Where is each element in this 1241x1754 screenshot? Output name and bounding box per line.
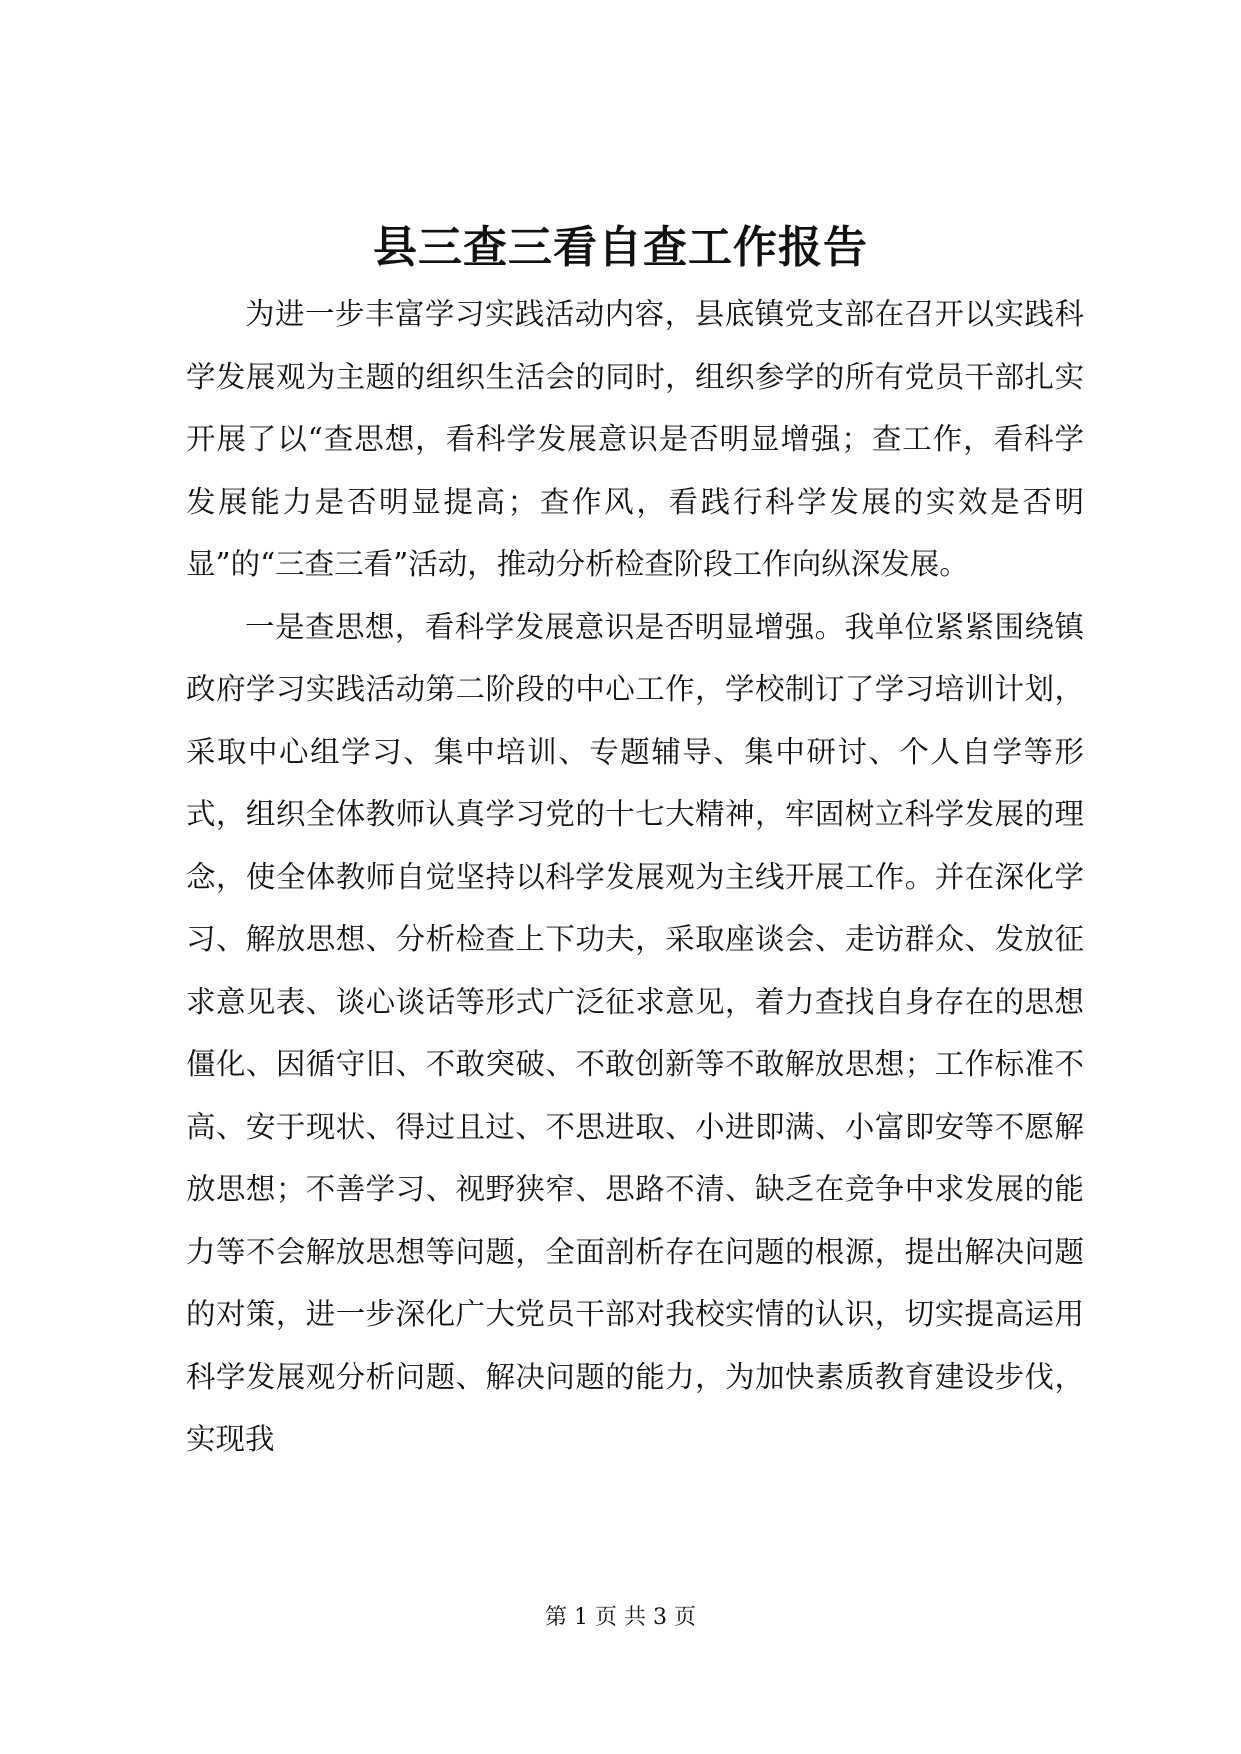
- page-footer: 第 1 页 共 3 页: [545, 1605, 696, 1630]
- paragraph-section-one: 一是查思想，看科学发展意识是否明显增强。我单位紧紧围绕镇政府学习实践活动第二阶段的中心工作，学校制订了学习培训计划，采取中心组学习、集中培训、专题辅导、集中研讨、个人自学等形式，组织全体教师认真学习党的十七大精神，牢固树立科学发展的理念，使全体教师自觉坚持以科学发展观为主线开展工作。并在深化学习、解放思想、分析检查上下功夫，采取座谈会、走访群众、发放征求意见表、谈心谈话等形式广泛征求意见，着力查找自身存在的思想僵化、因循守旧、不敢突破、不敢创新等不敢解放思想；工作标准不高、安于现状、得过且过、不思进取、小进即满、小富即安等不愿解放思想；不善学习、视野狭窄、思路不清、缺乏在竞争中求发展的能力等不会解放思想等问题，全面剖析存在问题的根源，提出解决问题的对策，进一步深化广大党员干部对我校实情的认识，切实提高运用科学发展观分析问题、解决问题的能力，为加快素质教育建设步伐，实现我: [186, 609, 1084, 1456]
- document-title: 县三查三看自查工作报告: [373, 222, 868, 273]
- document-body: [186, 283, 1084, 1471]
- paragraph-intro: 为进一步丰富学习实践活动内容，县底镇党支部在召开以实践科学发展观为主题的组织生活会的同时，组织参学的所有党员干部扎实开展了以“查思想，看科学发展意识是否明显增强；查工作，看科学发展能力是否明显提高；查作风，看践行科学发展的实效是否明显”的“三查三看”活动，推动分析检查阶段工作向纵深发展。: [186, 297, 1084, 581]
